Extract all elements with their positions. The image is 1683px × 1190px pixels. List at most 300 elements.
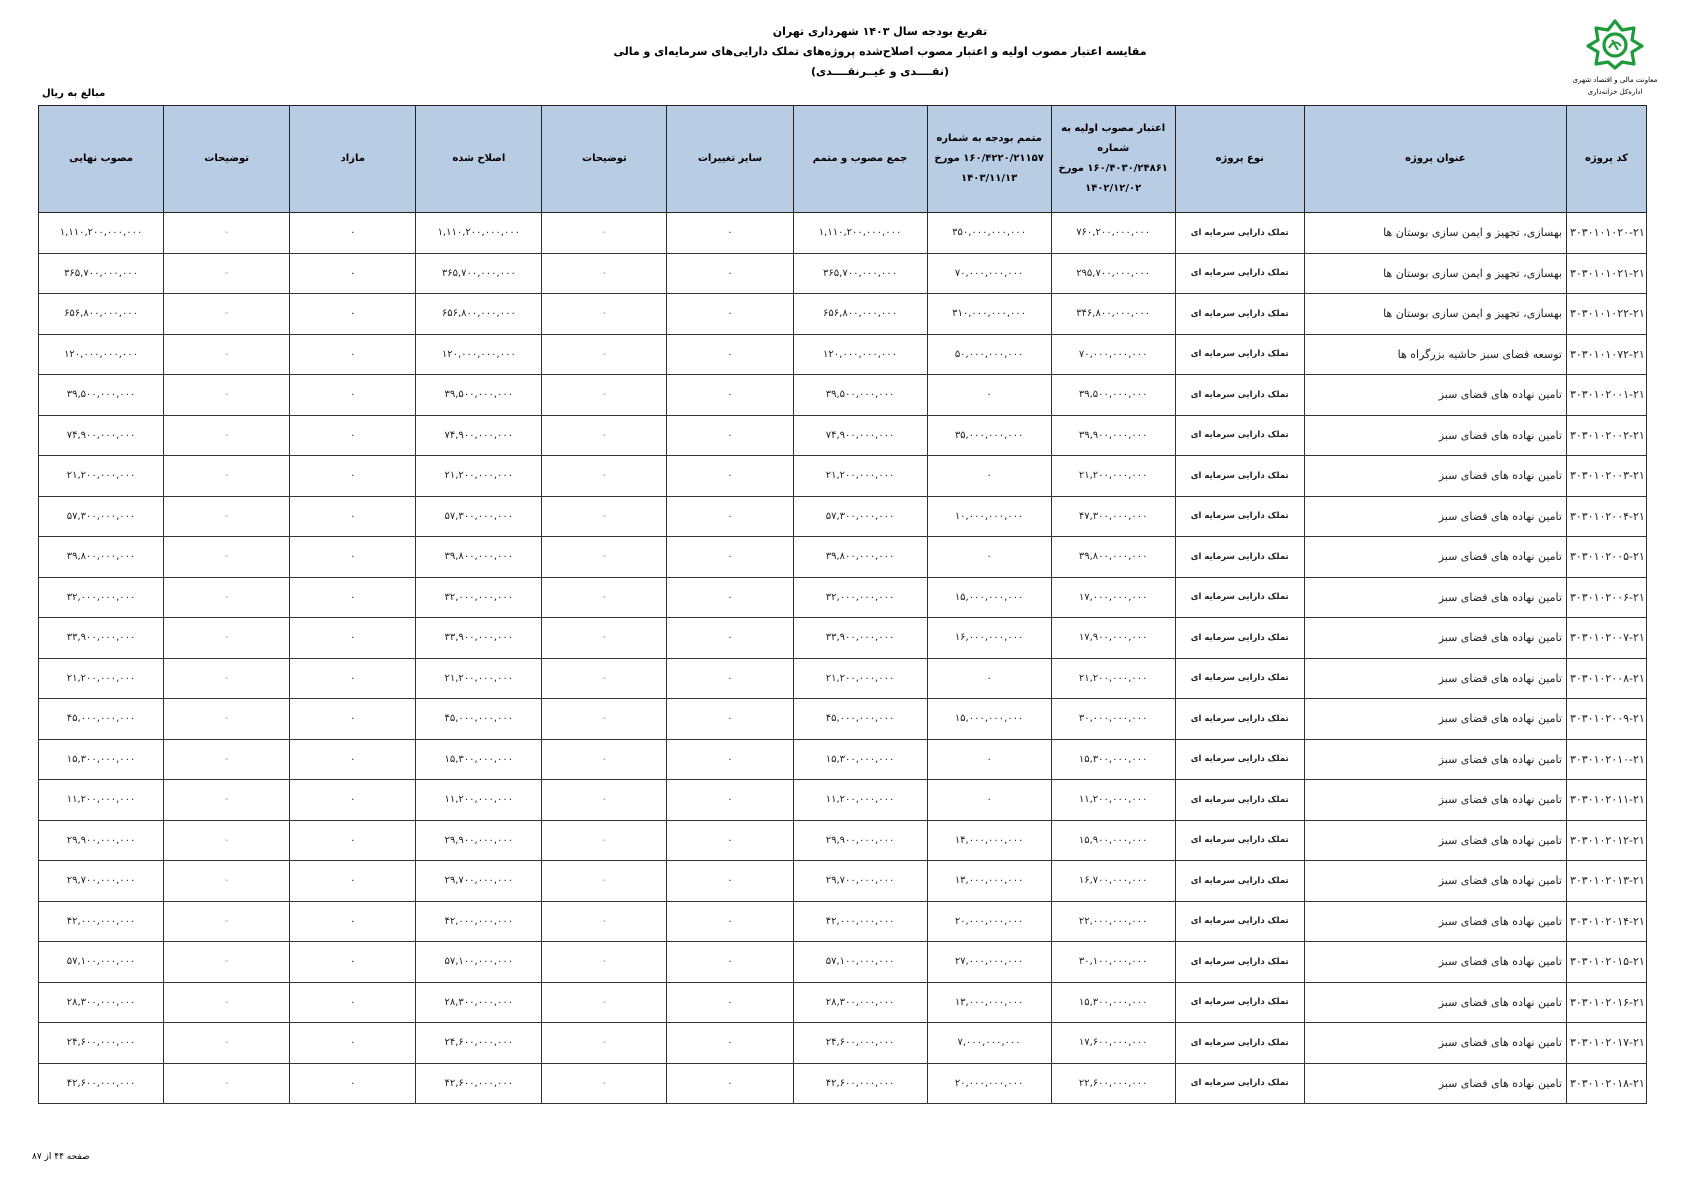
cell-budget-supplement: ۰ bbox=[927, 375, 1051, 416]
cell-project-code: ۳۰۳۰۱۰۲۰۰۷-۲۱ bbox=[1566, 618, 1646, 659]
cell-project-code: ۳۰۳۰۱۰۲۰۱۱-۲۱ bbox=[1566, 780, 1646, 821]
table-row bbox=[39, 739, 1647, 780]
cell-final-approved: ۲۸,۳۰۰,۰۰۰,۰۰۰ bbox=[39, 982, 164, 1023]
cell-budget-supplement: ۰ bbox=[927, 658, 1051, 699]
cell-initial-approved: ۱۷,۶۰۰,۰۰۰,۰۰۰ bbox=[1051, 1023, 1175, 1064]
cell-final-approved: ۳۹,۸۰۰,۰۰۰,۰۰۰ bbox=[39, 537, 164, 578]
table-row bbox=[39, 820, 1647, 861]
cell-project-type: تملک دارایی سرمایه ای bbox=[1175, 901, 1304, 942]
cell-surplus: ۰ bbox=[290, 537, 416, 578]
cell-approved-plus-supplement: ۲۹,۷۰۰,۰۰۰,۰۰۰ bbox=[793, 861, 927, 902]
cell-budget-supplement: ۰ bbox=[927, 780, 1051, 821]
column-header-project-type: نوع پروژه bbox=[1175, 106, 1304, 213]
cell-project-code: ۳۰۳۰۱۰۲۰۱۳-۲۱ bbox=[1566, 861, 1646, 902]
cell-project-title: تامین نهاده های فضای سبز bbox=[1304, 699, 1566, 740]
cell-approved-plus-supplement: ۶۵۶,۸۰۰,۰۰۰,۰۰۰ bbox=[793, 294, 927, 335]
cell-surplus: ۰ bbox=[290, 1063, 416, 1104]
cell-budget-supplement: ۱۴,۰۰۰,۰۰۰,۰۰۰ bbox=[927, 820, 1051, 861]
cell-surplus: ۰ bbox=[290, 618, 416, 659]
cell-notes: - bbox=[542, 982, 667, 1023]
cell-final-approved: ۲۹,۹۰۰,۰۰۰,۰۰۰ bbox=[39, 820, 164, 861]
cell-initial-approved: ۱۱,۲۰۰,۰۰۰,۰۰۰ bbox=[1051, 780, 1175, 821]
table-row bbox=[39, 537, 1647, 578]
cell-project-type: تملک دارایی سرمایه ای bbox=[1175, 658, 1304, 699]
column-header-budget-supplement: متمم بودجه به شماره ۱۶۰/۴۲۲۰/۲۱۱۵۷ مورخ ۱۴۰۳/۱۱/۱۳ bbox=[927, 106, 1051, 213]
cell-project-type: تملک دارایی سرمایه ای bbox=[1175, 942, 1304, 983]
table-row bbox=[39, 618, 1647, 659]
cell-project-type: تملک دارایی سرمایه ای bbox=[1175, 739, 1304, 780]
cell-project-title: تامین نهاده های فضای سبز bbox=[1304, 415, 1566, 456]
table-row bbox=[39, 942, 1647, 983]
cell-approved-plus-supplement: ۱۱,۲۰۰,۰۰۰,۰۰۰ bbox=[793, 780, 927, 821]
cell-notes-2: - bbox=[164, 901, 290, 942]
cell-notes-2: - bbox=[164, 618, 290, 659]
cell-project-code: ۳۰۳۰۱۰۱۰۷۲-۲۱ bbox=[1566, 334, 1646, 375]
table-header-row bbox=[39, 106, 1647, 213]
cell-project-title: تامین نهاده های فضای سبز bbox=[1304, 658, 1566, 699]
cell-project-title: تامین نهاده های فضای سبز bbox=[1304, 820, 1566, 861]
cell-budget-supplement: ۱۰,۰۰۰,۰۰۰,۰۰۰ bbox=[927, 496, 1051, 537]
cell-other-changes: ۰ bbox=[667, 982, 793, 1023]
cell-other-changes: ۰ bbox=[667, 1023, 793, 1064]
cell-surplus: ۰ bbox=[290, 496, 416, 537]
cell-initial-approved: ۲۹۵,۷۰۰,۰۰۰,۰۰۰ bbox=[1051, 253, 1175, 294]
cell-final-approved: ۵۷,۱۰۰,۰۰۰,۰۰۰ bbox=[39, 942, 164, 983]
cell-other-changes: ۰ bbox=[667, 901, 793, 942]
cell-final-approved: ۷۴,۹۰۰,۰۰۰,۰۰۰ bbox=[39, 415, 164, 456]
table-row bbox=[39, 901, 1647, 942]
cell-project-type: تملک دارایی سرمایه ای bbox=[1175, 699, 1304, 740]
cell-initial-approved: ۳۹,۹۰۰,۰۰۰,۰۰۰ bbox=[1051, 415, 1175, 456]
cell-initial-approved: ۷۰,۰۰۰,۰۰۰,۰۰۰ bbox=[1051, 334, 1175, 375]
cell-notes-2: - bbox=[164, 1063, 290, 1104]
cell-final-approved: ۶۵۶,۸۰۰,۰۰۰,۰۰۰ bbox=[39, 294, 164, 335]
cell-surplus: ۰ bbox=[290, 780, 416, 821]
table-row bbox=[39, 1023, 1647, 1064]
cell-project-title: تامین نهاده های فضای سبز bbox=[1304, 861, 1566, 902]
cell-initial-approved: ۲۲,۶۰۰,۰۰۰,۰۰۰ bbox=[1051, 1063, 1175, 1104]
cell-project-title: تامین نهاده های فضای سبز bbox=[1304, 1023, 1566, 1064]
cell-project-title: تامین نهاده های فضای سبز bbox=[1304, 577, 1566, 618]
cell-project-type: تملک دارایی سرمایه ای bbox=[1175, 253, 1304, 294]
cell-initial-approved: ۴۷,۳۰۰,۰۰۰,۰۰۰ bbox=[1051, 496, 1175, 537]
cell-other-changes: ۰ bbox=[667, 456, 793, 497]
cell-budget-supplement: ۷,۰۰۰,۰۰۰,۰۰۰ bbox=[927, 1023, 1051, 1064]
cell-project-type: تملک دارایی سرمایه ای bbox=[1175, 820, 1304, 861]
cell-project-type: تملک دارایی سرمایه ای bbox=[1175, 618, 1304, 659]
cell-surplus: ۰ bbox=[290, 1023, 416, 1064]
cell-project-title: تامین نهاده های فضای سبز bbox=[1304, 496, 1566, 537]
cell-final-approved: ۱۲۰,۰۰۰,۰۰۰,۰۰۰ bbox=[39, 334, 164, 375]
cell-notes-2: - bbox=[164, 942, 290, 983]
document-subtitle: مقایسه اعتبار مصوب اولیه و اعتبار مصوب اصلاح‌شده پروژه‌های تملک دارایی‌های سرمایه‌ای و مالی bbox=[613, 45, 1147, 58]
cell-revised: ۵۷,۱۰۰,۰۰۰,۰۰۰ bbox=[416, 942, 542, 983]
logo-dept-name: اداره‌کل خزانه‌داری bbox=[1587, 88, 1643, 96]
cell-budget-supplement: ۷۰,۰۰۰,۰۰۰,۰۰۰ bbox=[927, 253, 1051, 294]
cell-notes: - bbox=[542, 375, 667, 416]
cell-other-changes: ۰ bbox=[667, 334, 793, 375]
cell-approved-plus-supplement: ۲۱,۲۰۰,۰۰۰,۰۰۰ bbox=[793, 658, 927, 699]
table-row bbox=[39, 294, 1647, 335]
page-number: صفحه ۴۴ از ۸۷ bbox=[32, 1152, 90, 1162]
cell-revised: ۷۴,۹۰۰,۰۰۰,۰۰۰ bbox=[416, 415, 542, 456]
cell-project-type: تملک دارایی سرمایه ای bbox=[1175, 496, 1304, 537]
cell-revised: ۴۲,۰۰۰,۰۰۰,۰۰۰ bbox=[416, 901, 542, 942]
cell-surplus: ۰ bbox=[290, 982, 416, 1023]
cell-project-code: ۳۰۳۰۱۰۲۰۱۴-۲۱ bbox=[1566, 901, 1646, 942]
cell-notes: - bbox=[542, 456, 667, 497]
cell-surplus: ۰ bbox=[290, 699, 416, 740]
cell-initial-approved: ۳۹,۵۰۰,۰۰۰,۰۰۰ bbox=[1051, 375, 1175, 416]
cell-surplus: ۰ bbox=[290, 294, 416, 335]
cell-revised: ۲۸,۳۰۰,۰۰۰,۰۰۰ bbox=[416, 982, 542, 1023]
municipality-logo bbox=[1560, 18, 1670, 98]
cell-project-code: ۳۰۳۰۱۰۲۰۰۱-۲۱ bbox=[1566, 375, 1646, 416]
cell-budget-supplement: ۱۳,۰۰۰,۰۰۰,۰۰۰ bbox=[927, 861, 1051, 902]
cell-project-code: ۳۰۳۰۱۰۲۰۱۵-۲۱ bbox=[1566, 942, 1646, 983]
cell-approved-plus-supplement: ۲۹,۹۰۰,۰۰۰,۰۰۰ bbox=[793, 820, 927, 861]
cell-project-code: ۳۰۳۰۱۰۲۰۰۲-۲۱ bbox=[1566, 415, 1646, 456]
cell-initial-approved: ۳۰,۰۰۰,۰۰۰,۰۰۰ bbox=[1051, 699, 1175, 740]
column-header-project-code: کد پروژه bbox=[1566, 106, 1646, 213]
cell-final-approved: ۱,۱۱۰,۲۰۰,۰۰۰,۰۰۰ bbox=[39, 213, 164, 254]
table-row bbox=[39, 699, 1647, 740]
cell-budget-supplement: ۳۵,۰۰۰,۰۰۰,۰۰۰ bbox=[927, 415, 1051, 456]
cell-notes-2: - bbox=[164, 537, 290, 578]
currency-unit-note: مبالغ به ریال bbox=[42, 88, 106, 99]
cell-project-code: ۳۰۳۰۱۰۲۰۰۴-۲۱ bbox=[1566, 496, 1646, 537]
table-row bbox=[39, 213, 1647, 254]
cell-final-approved: ۲۹,۷۰۰,۰۰۰,۰۰۰ bbox=[39, 861, 164, 902]
table-row bbox=[39, 982, 1647, 1023]
cell-project-type: تملک دارایی سرمایه ای bbox=[1175, 577, 1304, 618]
cell-project-code: ۳۰۳۰۱۰۲۰۱۷-۲۱ bbox=[1566, 1023, 1646, 1064]
table-row bbox=[39, 780, 1647, 821]
cell-notes: - bbox=[542, 699, 667, 740]
cell-approved-plus-supplement: ۳۶۵,۷۰۰,۰۰۰,۰۰۰ bbox=[793, 253, 927, 294]
cell-notes-2: - bbox=[164, 577, 290, 618]
cell-other-changes: ۰ bbox=[667, 294, 793, 335]
cell-surplus: ۰ bbox=[290, 861, 416, 902]
cell-final-approved: ۴۲,۰۰۰,۰۰۰,۰۰۰ bbox=[39, 901, 164, 942]
cell-initial-approved: ۳۰,۱۰۰,۰۰۰,۰۰۰ bbox=[1051, 942, 1175, 983]
cell-initial-approved: ۳۹,۸۰۰,۰۰۰,۰۰۰ bbox=[1051, 537, 1175, 578]
cell-other-changes: ۰ bbox=[667, 253, 793, 294]
cell-other-changes: ۰ bbox=[667, 577, 793, 618]
column-header-project-title: عنوان پروژه bbox=[1304, 106, 1566, 213]
cell-other-changes: ۰ bbox=[667, 699, 793, 740]
cell-notes: - bbox=[542, 820, 667, 861]
cell-project-title: بهسازی، تجهیز و ایمن سازی بوستان ها bbox=[1304, 294, 1566, 335]
cell-project-title: تامین نهاده های فضای سبز bbox=[1304, 375, 1566, 416]
cell-approved-plus-supplement: ۳۹,۵۰۰,۰۰۰,۰۰۰ bbox=[793, 375, 927, 416]
cell-revised: ۱۵,۳۰۰,۰۰۰,۰۰۰ bbox=[416, 739, 542, 780]
cell-project-title: تامین نهاده های فضای سبز bbox=[1304, 739, 1566, 780]
cell-surplus: ۰ bbox=[290, 901, 416, 942]
cell-notes-2: - bbox=[164, 294, 290, 335]
cell-other-changes: ۰ bbox=[667, 820, 793, 861]
cell-surplus: ۰ bbox=[290, 253, 416, 294]
cell-initial-approved: ۱۷,۰۰۰,۰۰۰,۰۰۰ bbox=[1051, 577, 1175, 618]
cell-notes-2: - bbox=[164, 820, 290, 861]
cell-other-changes: ۰ bbox=[667, 942, 793, 983]
cell-revised: ۱۲۰,۰۰۰,۰۰۰,۰۰۰ bbox=[416, 334, 542, 375]
cell-surplus: ۰ bbox=[290, 456, 416, 497]
cell-surplus: ۰ bbox=[290, 213, 416, 254]
tehran-logo-icon bbox=[1584, 18, 1646, 70]
cell-project-type: تملک دارایی سرمایه ای bbox=[1175, 415, 1304, 456]
cell-project-code: ۳۰۳۰۱۰۲۰۰۵-۲۱ bbox=[1566, 537, 1646, 578]
column-header-initial-approved: اعتبار مصوب اولیه به شماره ۱۶۰/۴۰۳۰/۲۴۸۶۱ مورخ ۱۴۰۲/۱۲/۰۲ bbox=[1051, 106, 1175, 213]
cell-budget-supplement: ۳۵۰,۰۰۰,۰۰۰,۰۰۰ bbox=[927, 213, 1051, 254]
cell-project-code: ۳۰۳۰۱۰۲۰۰۶-۲۱ bbox=[1566, 577, 1646, 618]
cell-approved-plus-supplement: ۳۳,۹۰۰,۰۰۰,۰۰۰ bbox=[793, 618, 927, 659]
cell-approved-plus-supplement: ۴۲,۰۰۰,۰۰۰,۰۰۰ bbox=[793, 901, 927, 942]
cell-project-title: تامین نهاده های فضای سبز bbox=[1304, 780, 1566, 821]
cell-final-approved: ۳۶۵,۷۰۰,۰۰۰,۰۰۰ bbox=[39, 253, 164, 294]
cell-project-title: بهسازی، تجهیز و ایمن سازی بوستان ها bbox=[1304, 253, 1566, 294]
cell-budget-supplement: ۳۱۰,۰۰۰,۰۰۰,۰۰۰ bbox=[927, 294, 1051, 335]
table-row bbox=[39, 577, 1647, 618]
cell-project-title: تامین نهاده های فضای سبز bbox=[1304, 901, 1566, 942]
cell-notes: - bbox=[542, 861, 667, 902]
cell-final-approved: ۲۱,۲۰۰,۰۰۰,۰۰۰ bbox=[39, 658, 164, 699]
cell-project-code: ۳۰۳۰۱۰۱۰۲۱-۲۱ bbox=[1566, 253, 1646, 294]
cell-other-changes: ۰ bbox=[667, 861, 793, 902]
cell-approved-plus-supplement: ۷۴,۹۰۰,۰۰۰,۰۰۰ bbox=[793, 415, 927, 456]
cell-project-type: تملک دارایی سرمایه ای bbox=[1175, 861, 1304, 902]
cell-other-changes: ۰ bbox=[667, 739, 793, 780]
cell-project-code: ۳۰۳۰۱۰۲۰۰۸-۲۱ bbox=[1566, 658, 1646, 699]
cell-project-title: توسعه فضای سبز حاشیه بزرگراه ها bbox=[1304, 334, 1566, 375]
cell-notes: - bbox=[542, 739, 667, 780]
cell-notes: - bbox=[542, 537, 667, 578]
cell-final-approved: ۲۱,۲۰۰,۰۰۰,۰۰۰ bbox=[39, 456, 164, 497]
cell-revised: ۴۲,۶۰۰,۰۰۰,۰۰۰ bbox=[416, 1063, 542, 1104]
cell-project-code: ۳۰۳۰۱۰۲۰۱۸-۲۱ bbox=[1566, 1063, 1646, 1104]
column-header-notes-2: توضیحات bbox=[164, 106, 290, 213]
cell-surplus: ۰ bbox=[290, 820, 416, 861]
cell-notes-2: - bbox=[164, 253, 290, 294]
cell-project-title: تامین نهاده های فضای سبز bbox=[1304, 982, 1566, 1023]
table-row bbox=[39, 1063, 1647, 1104]
cell-other-changes: ۰ bbox=[667, 658, 793, 699]
cell-notes-2: - bbox=[164, 456, 290, 497]
column-header-final-approved: مصوب نهایی bbox=[39, 106, 164, 213]
cell-final-approved: ۱۱,۲۰۰,۰۰۰,۰۰۰ bbox=[39, 780, 164, 821]
cell-revised: ۲۱,۲۰۰,۰۰۰,۰۰۰ bbox=[416, 456, 542, 497]
table-row bbox=[39, 496, 1647, 537]
cell-final-approved: ۳۳,۹۰۰,۰۰۰,۰۰۰ bbox=[39, 618, 164, 659]
table-row bbox=[39, 456, 1647, 497]
cell-surplus: ۰ bbox=[290, 415, 416, 456]
cell-notes-2: - bbox=[164, 375, 290, 416]
cell-revised: ۳۲,۰۰۰,۰۰۰,۰۰۰ bbox=[416, 577, 542, 618]
cell-project-type: تملک دارایی سرمایه ای bbox=[1175, 456, 1304, 497]
cell-revised: ۳۹,۵۰۰,۰۰۰,۰۰۰ bbox=[416, 375, 542, 416]
cell-budget-supplement: ۱۳,۰۰۰,۰۰۰,۰۰۰ bbox=[927, 982, 1051, 1023]
cell-notes: - bbox=[542, 577, 667, 618]
cell-initial-approved: ۱۵,۹۰۰,۰۰۰,۰۰۰ bbox=[1051, 820, 1175, 861]
cell-initial-approved: ۱۷,۹۰۰,۰۰۰,۰۰۰ bbox=[1051, 618, 1175, 659]
cell-project-title: تامین نهاده های فضای سبز bbox=[1304, 618, 1566, 659]
column-header-revised: اصلاح شده bbox=[416, 106, 542, 213]
cell-budget-supplement: ۰ bbox=[927, 537, 1051, 578]
cell-notes-2: - bbox=[164, 739, 290, 780]
cell-budget-supplement: ۰ bbox=[927, 456, 1051, 497]
cell-budget-supplement: ۱۶,۰۰۰,۰۰۰,۰۰۰ bbox=[927, 618, 1051, 659]
table-body bbox=[39, 213, 1647, 1104]
cell-notes-2: - bbox=[164, 415, 290, 456]
cell-budget-supplement: ۲۷,۰۰۰,۰۰۰,۰۰۰ bbox=[927, 942, 1051, 983]
cell-initial-approved: ۳۴۶,۸۰۰,۰۰۰,۰۰۰ bbox=[1051, 294, 1175, 335]
column-header-notes: توضیحات bbox=[542, 106, 667, 213]
cell-project-type: تملک دارایی سرمایه ای bbox=[1175, 213, 1304, 254]
cell-final-approved: ۵۷,۳۰۰,۰۰۰,۰۰۰ bbox=[39, 496, 164, 537]
cell-project-title: تامین نهاده های فضای سبز bbox=[1304, 456, 1566, 497]
cell-notes-2: - bbox=[164, 213, 290, 254]
cell-notes-2: - bbox=[164, 1023, 290, 1064]
cell-notes: - bbox=[542, 213, 667, 254]
cell-project-type: تملک دارایی سرمایه ای bbox=[1175, 1063, 1304, 1104]
cell-other-changes: ۰ bbox=[667, 618, 793, 659]
cell-other-changes: ۰ bbox=[667, 415, 793, 456]
cell-surplus: ۰ bbox=[290, 942, 416, 983]
cell-project-title: تامین نهاده های فضای سبز bbox=[1304, 1063, 1566, 1104]
cell-surplus: ۰ bbox=[290, 577, 416, 618]
cell-initial-approved: ۷۶۰,۲۰۰,۰۰۰,۰۰۰ bbox=[1051, 213, 1175, 254]
cell-notes-2: - bbox=[164, 699, 290, 740]
cell-revised: ۲۴,۶۰۰,۰۰۰,۰۰۰ bbox=[416, 1023, 542, 1064]
cell-notes: - bbox=[542, 780, 667, 821]
document-subtitle-type: (نقــــدی و غیــرنقــــدی) bbox=[811, 65, 949, 78]
cell-revised: ۳۹,۸۰۰,۰۰۰,۰۰۰ bbox=[416, 537, 542, 578]
cell-notes: - bbox=[542, 415, 667, 456]
cell-initial-approved: ۲۱,۲۰۰,۰۰۰,۰۰۰ bbox=[1051, 658, 1175, 699]
cell-project-code: ۳۰۳۰۱۰۲۰۱۰-۲۱ bbox=[1566, 739, 1646, 780]
cell-other-changes: ۰ bbox=[667, 537, 793, 578]
cell-initial-approved: ۱۵,۳۰۰,۰۰۰,۰۰۰ bbox=[1051, 982, 1175, 1023]
cell-approved-plus-supplement: ۱,۱۱۰,۲۰۰,۰۰۰,۰۰۰ bbox=[793, 213, 927, 254]
cell-final-approved: ۴۲,۶۰۰,۰۰۰,۰۰۰ bbox=[39, 1063, 164, 1104]
cell-notes-2: - bbox=[164, 658, 290, 699]
cell-final-approved: ۲۴,۶۰۰,۰۰۰,۰۰۰ bbox=[39, 1023, 164, 1064]
cell-revised: ۳۶۵,۷۰۰,۰۰۰,۰۰۰ bbox=[416, 253, 542, 294]
cell-revised: ۱۱,۲۰۰,۰۰۰,۰۰۰ bbox=[416, 780, 542, 821]
cell-approved-plus-supplement: ۵۷,۳۰۰,۰۰۰,۰۰۰ bbox=[793, 496, 927, 537]
cell-final-approved: ۳۹,۵۰۰,۰۰۰,۰۰۰ bbox=[39, 375, 164, 416]
cell-notes: - bbox=[542, 658, 667, 699]
cell-surplus: ۰ bbox=[290, 334, 416, 375]
cell-revised: ۵۷,۳۰۰,۰۰۰,۰۰۰ bbox=[416, 496, 542, 537]
cell-revised: ۳۳,۹۰۰,۰۰۰,۰۰۰ bbox=[416, 618, 542, 659]
table-row bbox=[39, 253, 1647, 294]
logo-org-name: معاونت مالی و اقتصاد شهری bbox=[1572, 76, 1658, 84]
cell-project-code: ۳۰۳۰۱۰۲۰۱۶-۲۱ bbox=[1566, 982, 1646, 1023]
cell-project-code: ۳۰۳۰۱۰۲۰۰۹-۲۱ bbox=[1566, 699, 1646, 740]
table-row bbox=[39, 415, 1647, 456]
cell-notes: - bbox=[542, 334, 667, 375]
cell-initial-approved: ۱۶,۷۰۰,۰۰۰,۰۰۰ bbox=[1051, 861, 1175, 902]
column-header-surplus: مازاد bbox=[290, 106, 416, 213]
cell-other-changes: ۰ bbox=[667, 780, 793, 821]
cell-notes: - bbox=[542, 294, 667, 335]
cell-project-type: تملک دارایی سرمایه ای bbox=[1175, 375, 1304, 416]
cell-approved-plus-supplement: ۳۲,۰۰۰,۰۰۰,۰۰۰ bbox=[793, 577, 927, 618]
cell-budget-supplement: ۵۰,۰۰۰,۰۰۰,۰۰۰ bbox=[927, 334, 1051, 375]
cell-notes: - bbox=[542, 901, 667, 942]
cell-revised: ۶۵۶,۸۰۰,۰۰۰,۰۰۰ bbox=[416, 294, 542, 335]
cell-approved-plus-supplement: ۲۸,۳۰۰,۰۰۰,۰۰۰ bbox=[793, 982, 927, 1023]
cell-other-changes: ۰ bbox=[667, 375, 793, 416]
cell-project-type: تملک دارایی سرمایه ای bbox=[1175, 780, 1304, 821]
cell-project-type: تملک دارایی سرمایه ای bbox=[1175, 334, 1304, 375]
cell-other-changes: ۰ bbox=[667, 496, 793, 537]
cell-surplus: ۰ bbox=[290, 375, 416, 416]
cell-project-code: ۳۰۳۰۱۰۲۰۱۲-۲۱ bbox=[1566, 820, 1646, 861]
document-title-block bbox=[600, 22, 1160, 82]
cell-approved-plus-supplement: ۱۵,۳۰۰,۰۰۰,۰۰۰ bbox=[793, 739, 927, 780]
cell-project-title: تامین نهاده های فضای سبز bbox=[1304, 537, 1566, 578]
cell-project-code: ۳۰۳۰۱۰۱۰۲۰-۲۱ bbox=[1566, 213, 1646, 254]
cell-notes: - bbox=[542, 1023, 667, 1064]
budget-table bbox=[38, 105, 1647, 1104]
table-row bbox=[39, 658, 1647, 699]
cell-revised: ۴۵,۰۰۰,۰۰۰,۰۰۰ bbox=[416, 699, 542, 740]
cell-approved-plus-supplement: ۴۲,۶۰۰,۰۰۰,۰۰۰ bbox=[793, 1063, 927, 1104]
cell-notes-2: - bbox=[164, 334, 290, 375]
cell-notes-2: - bbox=[164, 982, 290, 1023]
cell-project-title: تامین نهاده های فضای سبز bbox=[1304, 942, 1566, 983]
cell-project-type: تملک دارایی سرمایه ای bbox=[1175, 1023, 1304, 1064]
cell-notes-2: - bbox=[164, 496, 290, 537]
cell-revised: ۱,۱۱۰,۲۰۰,۰۰۰,۰۰۰ bbox=[416, 213, 542, 254]
cell-notes-2: - bbox=[164, 780, 290, 821]
table-row bbox=[39, 334, 1647, 375]
cell-final-approved: ۳۲,۰۰۰,۰۰۰,۰۰۰ bbox=[39, 577, 164, 618]
cell-final-approved: ۱۵,۳۰۰,۰۰۰,۰۰۰ bbox=[39, 739, 164, 780]
cell-budget-supplement: ۰ bbox=[927, 739, 1051, 780]
cell-budget-supplement: ۱۵,۰۰۰,۰۰۰,۰۰۰ bbox=[927, 577, 1051, 618]
cell-revised: ۲۹,۹۰۰,۰۰۰,۰۰۰ bbox=[416, 820, 542, 861]
column-header-other-changes: سایر تغییرات bbox=[667, 106, 793, 213]
cell-project-type: تملک دارایی سرمایه ای bbox=[1175, 537, 1304, 578]
cell-project-code: ۳۰۳۰۱۰۱۰۲۲-۲۱ bbox=[1566, 294, 1646, 335]
cell-approved-plus-supplement: ۵۷,۱۰۰,۰۰۰,۰۰۰ bbox=[793, 942, 927, 983]
cell-initial-approved: ۲۱,۲۰۰,۰۰۰,۰۰۰ bbox=[1051, 456, 1175, 497]
cell-approved-plus-supplement: ۲۴,۶۰۰,۰۰۰,۰۰۰ bbox=[793, 1023, 927, 1064]
cell-approved-plus-supplement: ۱۲۰,۰۰۰,۰۰۰,۰۰۰ bbox=[793, 334, 927, 375]
cell-budget-supplement: ۱۵,۰۰۰,۰۰۰,۰۰۰ bbox=[927, 699, 1051, 740]
cell-final-approved: ۴۵,۰۰۰,۰۰۰,۰۰۰ bbox=[39, 699, 164, 740]
cell-initial-approved: ۲۲,۰۰۰,۰۰۰,۰۰۰ bbox=[1051, 901, 1175, 942]
cell-approved-plus-supplement: ۳۹,۸۰۰,۰۰۰,۰۰۰ bbox=[793, 537, 927, 578]
cell-surplus: ۰ bbox=[290, 739, 416, 780]
cell-notes: - bbox=[542, 618, 667, 659]
cell-other-changes: ۰ bbox=[667, 213, 793, 254]
cell-project-type: تملک دارایی سرمایه ای bbox=[1175, 982, 1304, 1023]
cell-project-code: ۳۰۳۰۱۰۲۰۰۳-۲۱ bbox=[1566, 456, 1646, 497]
table-row bbox=[39, 861, 1647, 902]
cell-notes: - bbox=[542, 496, 667, 537]
column-header-approved-plus-supplement: جمع مصوب و متمم bbox=[793, 106, 927, 213]
cell-approved-plus-supplement: ۲۱,۲۰۰,۰۰۰,۰۰۰ bbox=[793, 456, 927, 497]
cell-notes-2: - bbox=[164, 861, 290, 902]
cell-project-type: تملک دارایی سرمایه ای bbox=[1175, 294, 1304, 335]
cell-surplus: ۰ bbox=[290, 658, 416, 699]
table-row bbox=[39, 375, 1647, 416]
cell-project-title: بهسازی، تجهیز و ایمن سازی بوستان ها bbox=[1304, 213, 1566, 254]
